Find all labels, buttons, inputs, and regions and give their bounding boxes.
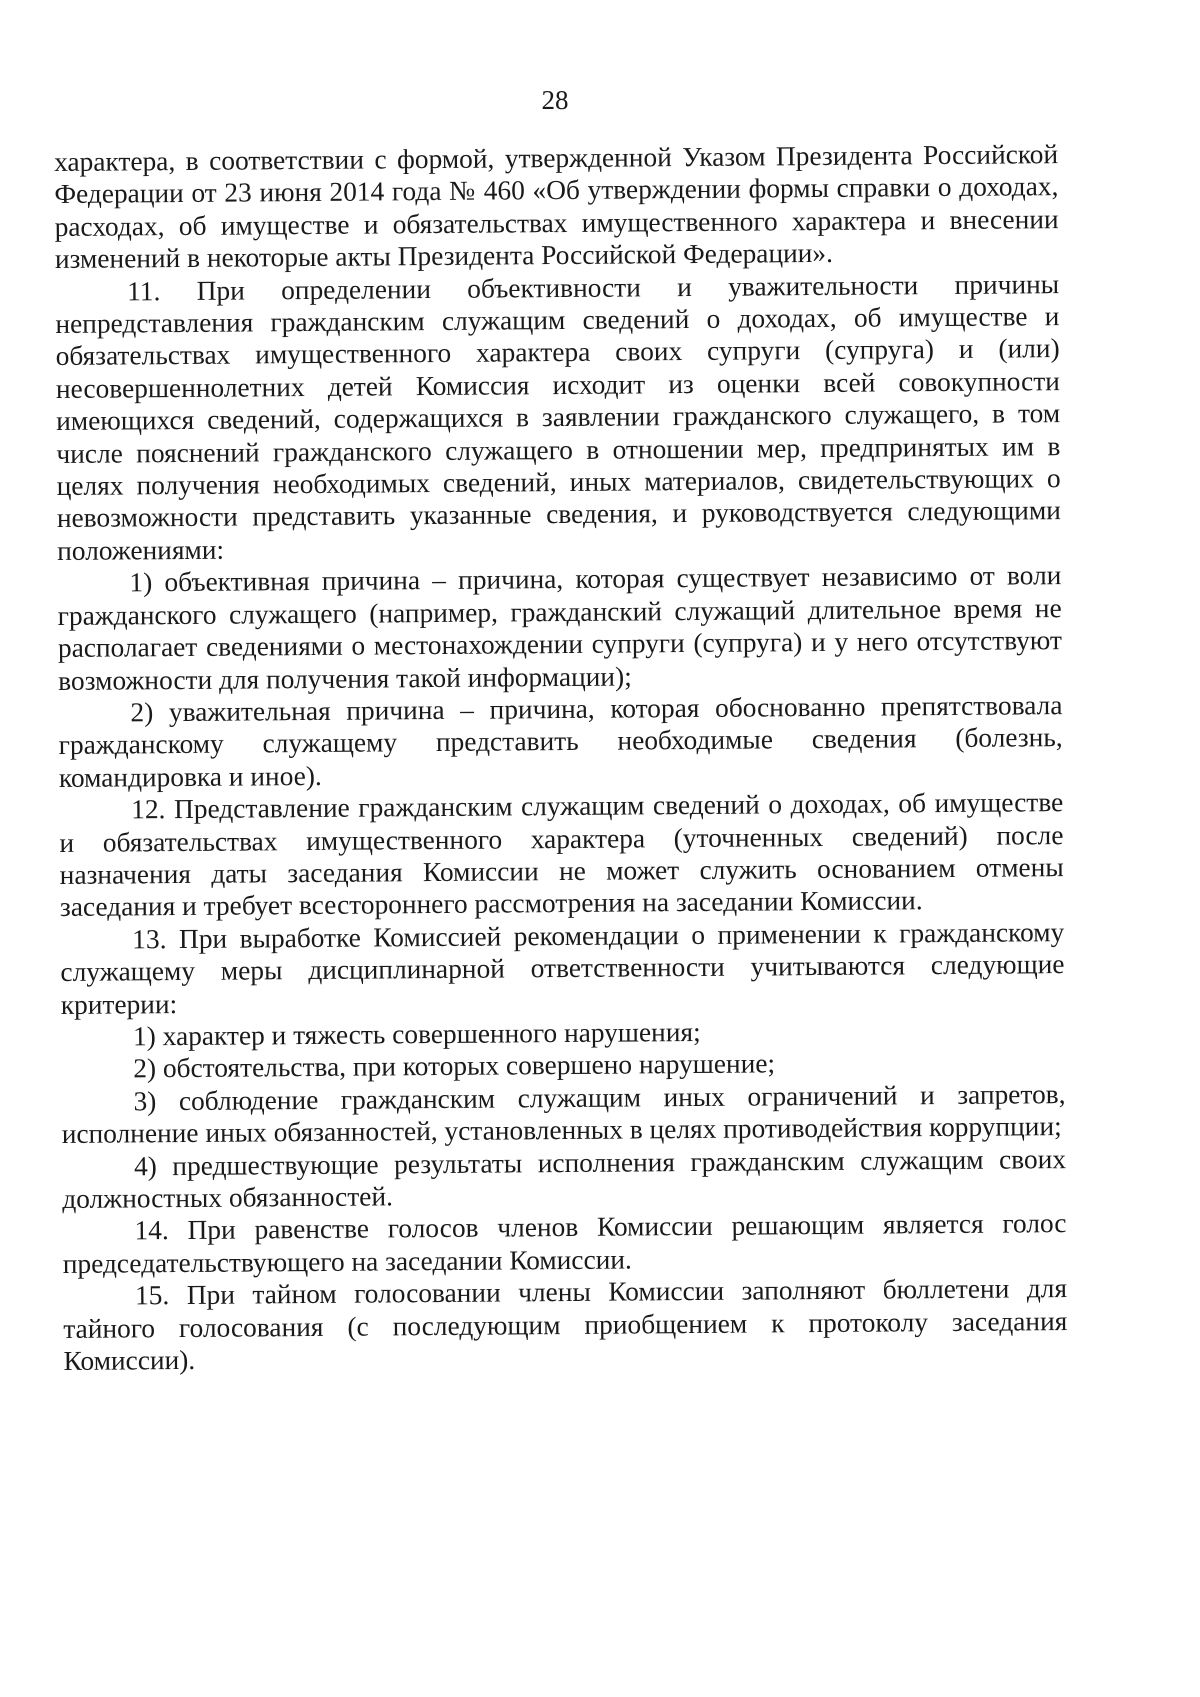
document-body [54, 138, 1068, 1377]
paragraph-item-11-2: 2) уважительная причина – причина, которая обоснованно препятствовала гражданскому служащему представить необходимые сведения (болезнь, командировка и иное). [58, 690, 1063, 793]
paragraph-item-13-1: 1) характер и тяжесть совершенного нарушения; [132, 1016, 701, 1052]
paragraph-item-12: 12. Представление гражданским служащим сведений о доходах, об имуществе и обязательствах имущественного характера (уточненных сведений) после назначения даты заседания Комиссии не может служить основанием отмены заседания и требует всестороннего рассмотрения на заседании Комиссии. [59, 787, 1064, 923]
paragraph-item-13-3: 3) соблюдение гражданским служащим иных ограничений и запретов, исполнение иных обязанностей, установленных в целях противодействия коррупции; [61, 1078, 1066, 1150]
paragraph-item-11: 11. При определении объективности и уважительности причины непредставления гражданским служащим сведений о доходах, об имуществе и обязательствах имущественного характера своих супруги (супруга) и (или) несовершеннолетних детей Комиссия исходит из оценки всей совокупности имеющихся сведений, содержащихся в заявлении гражданского служащего, в том числе пояснений гражданского служащего в отношении мер, предпринятых им в целях получения необходимых сведений, иных материалов, свидетельствующих о невозможности представить указанные сведения, и руководствуется следующими положениями: [55, 268, 1062, 566]
paragraph-item-13: 13. При выработке Комиссией рекомендации о применении к гражданскому служащему меры дисциплинарной ответственности учитываются следующие критерии: [60, 916, 1065, 1020]
page-number: 28 [541, 85, 569, 115]
paragraph-item-15: 15. При тайном голосовании члены Комиссии заполняют бюллетени для тайного голосования (с последующим приобщением к протоколу заседания Комиссии). [63, 1273, 1068, 1376]
paragraph-item-13-2: 2) обстоятельства, при которых совершено нарушение; [133, 1048, 776, 1084]
paragraph-continuation: характера, в соответствии с формой, утвержденной Указом Президента Российской Федерации от 23 июня 2014 года № 460 «Об утверждении формы справки о доходах, расходах, об имуществе и обязательствах имущественного характера и внесении изменений в некоторые акты Президента Российской Федерации». [54, 139, 1059, 275]
paragraph-item-13-4: 4) предшествующие результаты исполнения гражданским служащим своих должностных обязанностей. [62, 1143, 1067, 1214]
paragraph-item-11-1: 1) объективная причина – причина, которая существует независимо от воли гражданского служащего (например, гражданский служащий длительное время не располагает сведениями о местонахождении супруги (супруга) и у него отсутствуют возможности для получения такой информации); [57, 560, 1063, 696]
paragraph-item-14: 14. При равенстве голосов членов Комиссии решающим является голос председательствующего на заседании Комиссии. [62, 1208, 1067, 1279]
